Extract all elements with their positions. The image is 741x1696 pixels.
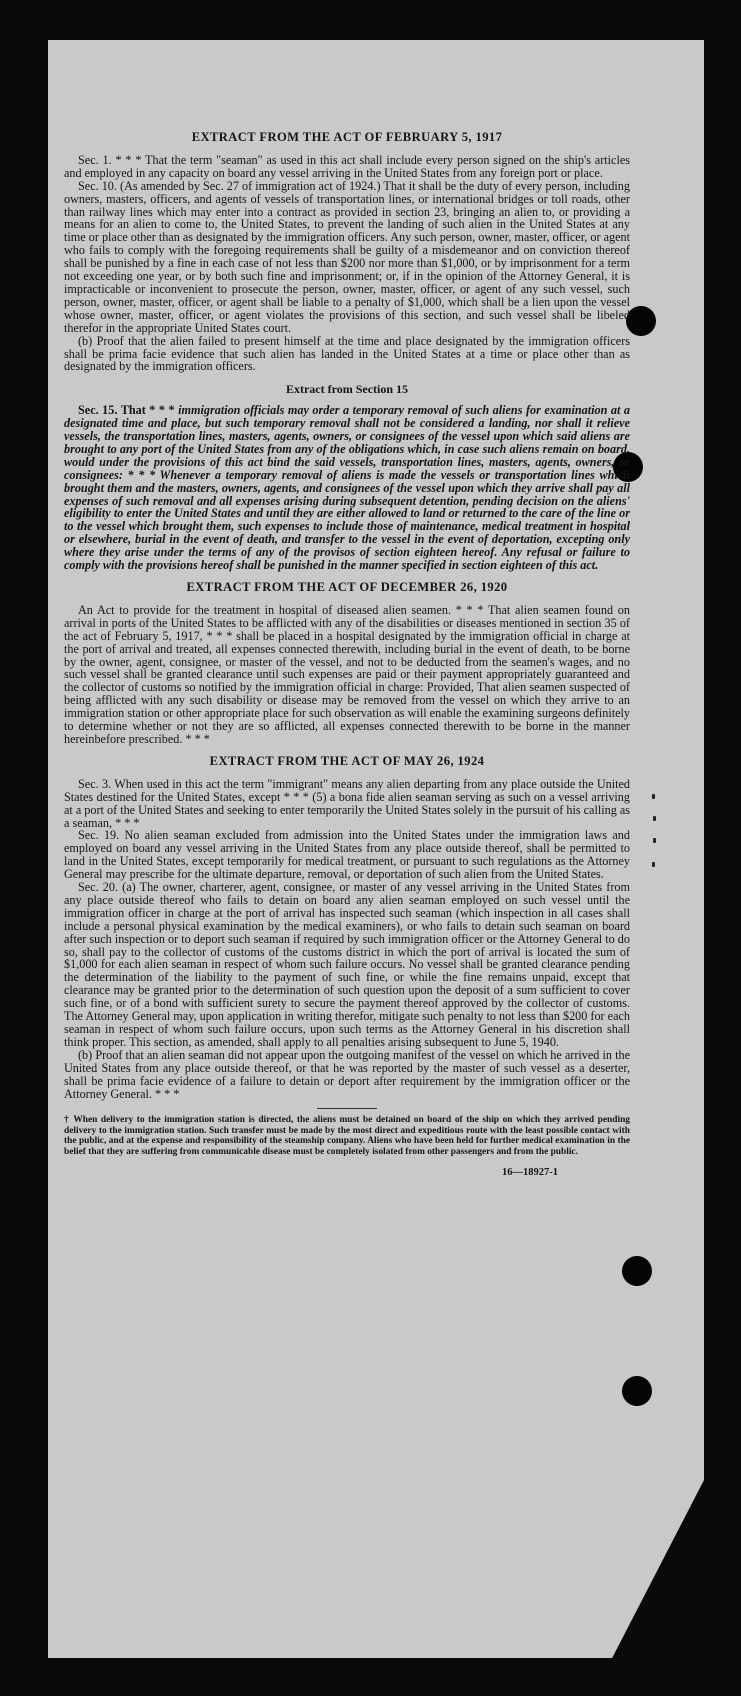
section-20-b: (b) Proof that an alien seaman did not appear upon the outgoing manifest of the vessel on which he arrived in the United States from any place outside thereof, or that he was reported by the master of such vessel as a deserter, shall be prima facie evidence of a failure to detain or deport after requirement by the immigration officer or the Attorney General. * * * <box>64 1047 630 1101</box>
section-1: Sec. 1. * * * That the term "seaman" as used in this act shall include every person signed on the ship's articles and employed in any capacity on board any vessel arriving in the United States from any foreign port or place. <box>64 152 630 180</box>
section-15 <box>64 404 630 572</box>
margin-mark <box>652 794 655 799</box>
margin-mark <box>652 862 655 867</box>
heading-act-1917: EXTRACT FROM THE ACT OF FEBRUARY 5, 1917 <box>191 130 503 144</box>
form-number: 16—18927-1 <box>502 1167 558 1179</box>
margin-mark <box>653 816 656 821</box>
document-text <box>64 122 630 1180</box>
punch-hole <box>622 1256 652 1286</box>
section-15-lead: Sec. 15. That * * * <box>78 403 179 418</box>
heading-act-1920: EXTRACT FROM THE ACT OF DECEMBER 26, 1920 <box>186 580 508 594</box>
section-10-b: (b) Proof that the alien failed to present himself at the time and place designated by the immigration officers shall be prima facie evidence that such alien has landed in the United States at a time or place other than as designated by the immigration officers. <box>64 333 630 374</box>
act-1920-text: An Act to provide for the treatment in hospital of diseased alien seamen. * * * That alien seamen found on arrival in ports of the United States to be afflicted with any of the disabilities or diseases mentioned in section 35 of the act of February 5, 1917, * * * shall be placed in a hospital designated by the immigration official in charge at the port of arrival and treated, all expenses connected therewith, including burial in the event of death, to be borne by the owner, agent, consignee, or master of the vessel, and not to be deducted from the seamen's wages, and no such vessel shall be granted clearance until such expenses are paid or their payment appropriately guaranteed and the collector of customs so notified by the immigration official in charge: Provided, That alien seamen suspected of being afflicted with any such disability or disease may be removed from the vessel on which they arrive to an immigration station or other appropriate place for such observation as will enable the examining surgeons definitely to determine whether or not they are so afflicted, all expenses connected therewith to be borne in the manner hereinbefore prescribed. * * * <box>64 602 630 746</box>
heading-act-1924: EXTRACT FROM THE ACT OF MAY 26, 1924 <box>209 753 485 768</box>
section-15-italic: immigration officials may order a temporary removal of such aliens for examination at a designated time and place, but such temporary removal shall not be considered a landing, nor shall it relieve vessels, the transportation lines, masters, agents, owners, or consignees of the vessel upon which said aliens are brought to any port of the United States from any of the obligations which, in case such aliens remain on board, would under the provisions of this act bind the said vessels, transportation lines, masters, agents, owners, or consignees: * * * Whenever a temporary removal of aliens is made the vessels or transportation lines which brought them and the masters, owners, agents, and consignees of the vessel upon which they arrive shall pay all expenses of such removal and all expenses arising during subsequent detention, pending decision on the aliens' eligibility to enter the United States and until they are either allowed to land or returned to the care of the line or to the vessel which brought them, such expenses to include those of maintenance, medical treatment in hospital or elsewhere, burial in the event of death, and transfer to the vessel in the event of deportation, excepting only where they arise under the terms of any of the provisos of section eighteen hereof. Any refusal or failure to comply with the provisions hereof shall be punished in the manner specified in section eighteen of this act. <box>64 403 630 573</box>
section-3: Sec. 3. When used in this act the term "immigrant" means any alien departing from any place outside the United States destined for the United States, except * * * (5) a bona fide alien seaman serving as such on a vessel arriving at a port of the United States and seeking to enter temporarily the United States solely in the pursuit of his calling as a seaman, * * * <box>64 776 630 830</box>
punch-hole <box>626 306 656 336</box>
punch-hole <box>622 1376 652 1406</box>
section-10: Sec. 10. (As amended by Sec. 27 of immigration act of 1924.) That it shall be the duty of every person, including owners, masters, officers, and agents of vessels of transportation lines, or international bridges or toll roads, other than railway lines which may enter into a contract as provided in section 23, bringing an alien to, or providing a means for an alien to come to, the United States, to prevent the landing of such alien in the United States at any time or place other than as designated by the immigration officers. Any such person, owner, master, officer, or agent who fails to comply with the foregoing requirements shall be guilty of a misdemeanor and on conviction thereof shall be punished by a fine in each case of not less than $200 nor more than $1,000, or by imprisonment for a term not exceeding one year, or by both such fine and imprisonment; or, if in the opinion of the Attorney General, it is impracticable or inconvenient to prosecute the person, owner, master, officer, or agent of any such vessel, such person, owner, master, officer, or agent shall be liable to a penalty of $1,000, which shall be a lien upon the vessel whose owner, master, officer, or agent violates the provisions of this section, and such vessel shall be libeled therefor in the appropriate United States court. <box>64 178 630 335</box>
footnote: † When delivery to the immigration station is directed, the aliens must be detained on board of the ship on which they arrived pending delivery to the immigration station. Such transfer must be made by the most direct and expeditious route with the least possible contact with the public, and at the expense and responsibility of the steamship company. Aliens who have been held for further medical examination in the belief that they are suffering from communicable disease must be completely isolated from other passengers and from the public. <box>64 1115 630 1157</box>
heading-section-15: Extract from Section 15 <box>285 382 409 397</box>
margin-mark <box>653 838 656 843</box>
section-19: Sec. 19. No alien seaman excluded from admission into the United States under the immigration laws and employed on board any vessel arriving in the United States from any place outside thereof, shall be permitted to land in the United States, except temporarily for medical treatment, or pursuant to such regulations as the Attorney General may prescribe for the ultimate departure, removal, or deportation of such alien from the United States. <box>64 828 630 882</box>
footnote-divider <box>317 1108 377 1109</box>
section-20-a: Sec. 20. (a) The owner, charterer, agent, consignee, or master of any vessel arriving in the United States from any place outside thereof who fails to detain on board any alien seaman employed on such vessel until the immigration officer in charge at the port of arrival has inspected such seaman (which inspection in all cases shall include a personal physical examination by the medical examiners), or who fails to detain such seaman on board after such inspection or to deport such seaman if required by such immigration officer or the Attorney General to do so, shall pay to the collector of customs of the customs district in which the port of arrival is located the sum of $1,000 for each alien seaman in respect of whom such failure occurs. No vessel shall be granted clearance pending the determination of the liability to the payment of such fine, or while the fine remains unpaid, except that clearance may be granted prior to the determination of such question upon the deposit of a sum sufficient to cover such fine, or of a bond with sufficient surety to secure the payment thereof approved by the collector of customs. The Attorney General may, upon application in writing therefor, mitigate such penalty to not less than $200 for each seaman in respect of whom such failure occurs, upon such terms as the Attorney General in his discretion shall think proper. This section, as amended, shall apply to all penalties arising subsequent to June 5, 1940. <box>64 880 630 1049</box>
